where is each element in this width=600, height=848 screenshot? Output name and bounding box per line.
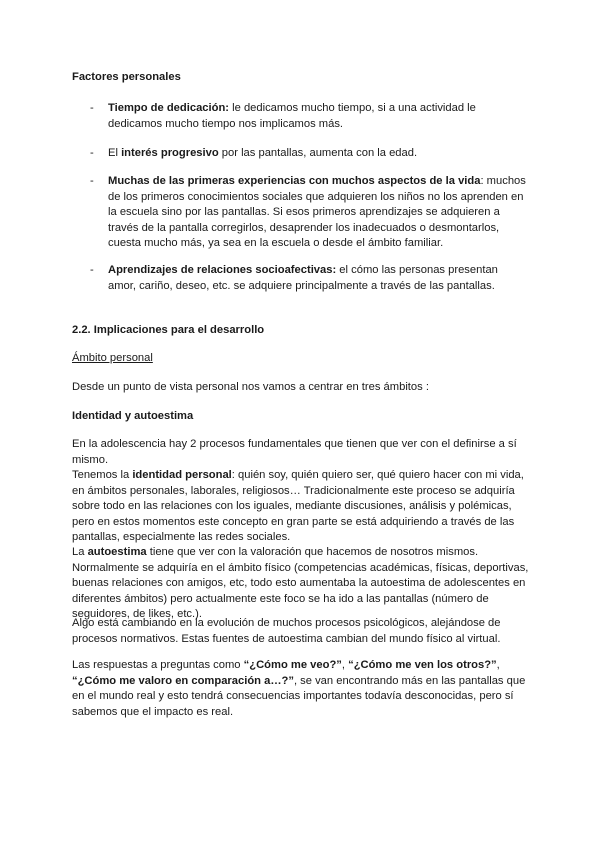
section-title-implicaciones: 2.2. Implicaciones para el desarrollo — [72, 324, 265, 336]
heading-identidad: Identidad y autoestima — [72, 410, 194, 422]
bullet-text: por las pantallas, aumenta con la edad. — [218, 147, 418, 159]
paragraph-cambio: Algo está cambiando en la evolución de muchos procesos psicológicos, alejándose de procesos normativos. Estas fuentes de autoestima cambian del mundo físico al virtual. — [72, 617, 501, 645]
paragraph-pre: Tenemos la — [72, 469, 133, 481]
paragraph-bold: autoestima — [87, 546, 147, 558]
separator: , — [496, 659, 500, 671]
bullet-text: : muchos de los primeros conocimientos sociales que adquieren los niños no los aprenden en la escuela sino por las pantallas. Si esos primeros aprendizajes se adquieren a través de la pantalla corregirlos, desaprender los inadecuados o desmontarlos, cuesta mucho más, ya sea en la escuela o desde el ámbito familiar. — [108, 175, 526, 249]
bullet-bold: interés progresivo — [121, 147, 219, 159]
paragraph-pre: Las respuestas a preguntas como — [72, 659, 244, 671]
bullet-bold: Tiempo de dedicación: — [108, 102, 230, 114]
bullet-marker: - — [90, 102, 94, 114]
paragraph-identidad-personal — [72, 468, 532, 546]
paragraph-text: tiene que ver con la valoración que hacemos de nosotros mismos. Normalmente se adquiría en el ámbito físico (competencias académicas, físicas, deportivas, buenas relaciones con amigos, etc, todo esto aumentaba la autoestima de adolescentes en diferentes ámbitos) pero actualmente este foco se ha ido a las pantallas (número de seguidores, de likes, etc.). — [72, 546, 529, 620]
bullet-item-experiencias — [108, 174, 528, 252]
bullet-item-tiempo — [108, 101, 528, 132]
separator: , — [341, 659, 349, 671]
bullet-bold: Muchas de las primeras experiencias con muchos aspectos de la vida — [108, 175, 481, 187]
bullet-marker: - — [90, 147, 94, 159]
bullet-item-aprendizajes — [108, 263, 528, 294]
bullet-marker: - — [90, 175, 94, 187]
paragraph-text: , se van encontrando más en las pantallas que en el mundo real y esto tendrá consecuencias importantes todavía desconocidas, pero sí sabemos que el impacto es real. — [72, 674, 526, 718]
paragraph-pre: La — [72, 546, 88, 558]
paragraph-autoestima — [72, 545, 532, 623]
bullet-item-interes — [108, 146, 528, 162]
question-2: “¿Cómo me ven los otros?” — [348, 659, 497, 671]
bullet-text: le dedicamos mucho tiempo, si a una actividad le dedicamos mucho tiempo nos implicamos más. — [108, 102, 476, 130]
paragraph-adolescencia: En la adolescencia hay 2 procesos fundamentales que tienen que ver con el definirse a sí mismo. — [72, 438, 517, 466]
question-1: “¿Cómo me veo?” — [243, 659, 342, 671]
question-3: “¿Cómo me valoro en comparación a…?” — [72, 674, 294, 687]
bullet-marker: - — [90, 264, 94, 276]
section-title-factores: Factores personales — [72, 71, 181, 83]
paragraph-bold: identidad personal — [132, 469, 232, 481]
subsection-ambito-personal: Ámbito personal — [72, 352, 153, 364]
paragraph-intro: Desde un punto de vista personal nos vamos a centrar en tres ámbitos : — [72, 381, 429, 393]
bullet-text: el cómo las personas presentan amor, cariño, deseo, etc. se adquiere principalmente a través de las pantallas. — [108, 264, 498, 292]
bullet-pre: El — [108, 147, 122, 159]
paragraph-text: : quién soy, quién quiero ser, qué quiero hacer con mi vida, en ámbitos personales, laborales, religiosos… Tradicionalmente este proceso se adquiría sobre todo en las relaciones con los iguales, mediante discusiones, análisis y polémicas, pero en estos momentos este concepto en gran parte se está adquiriendo a través de las pantallas, especialmente las redes sociales. — [72, 469, 524, 543]
bullet-bold: Aprendizajes de relaciones socioafectivas: — [108, 264, 337, 276]
paragraph-respuestas — [72, 658, 532, 720]
